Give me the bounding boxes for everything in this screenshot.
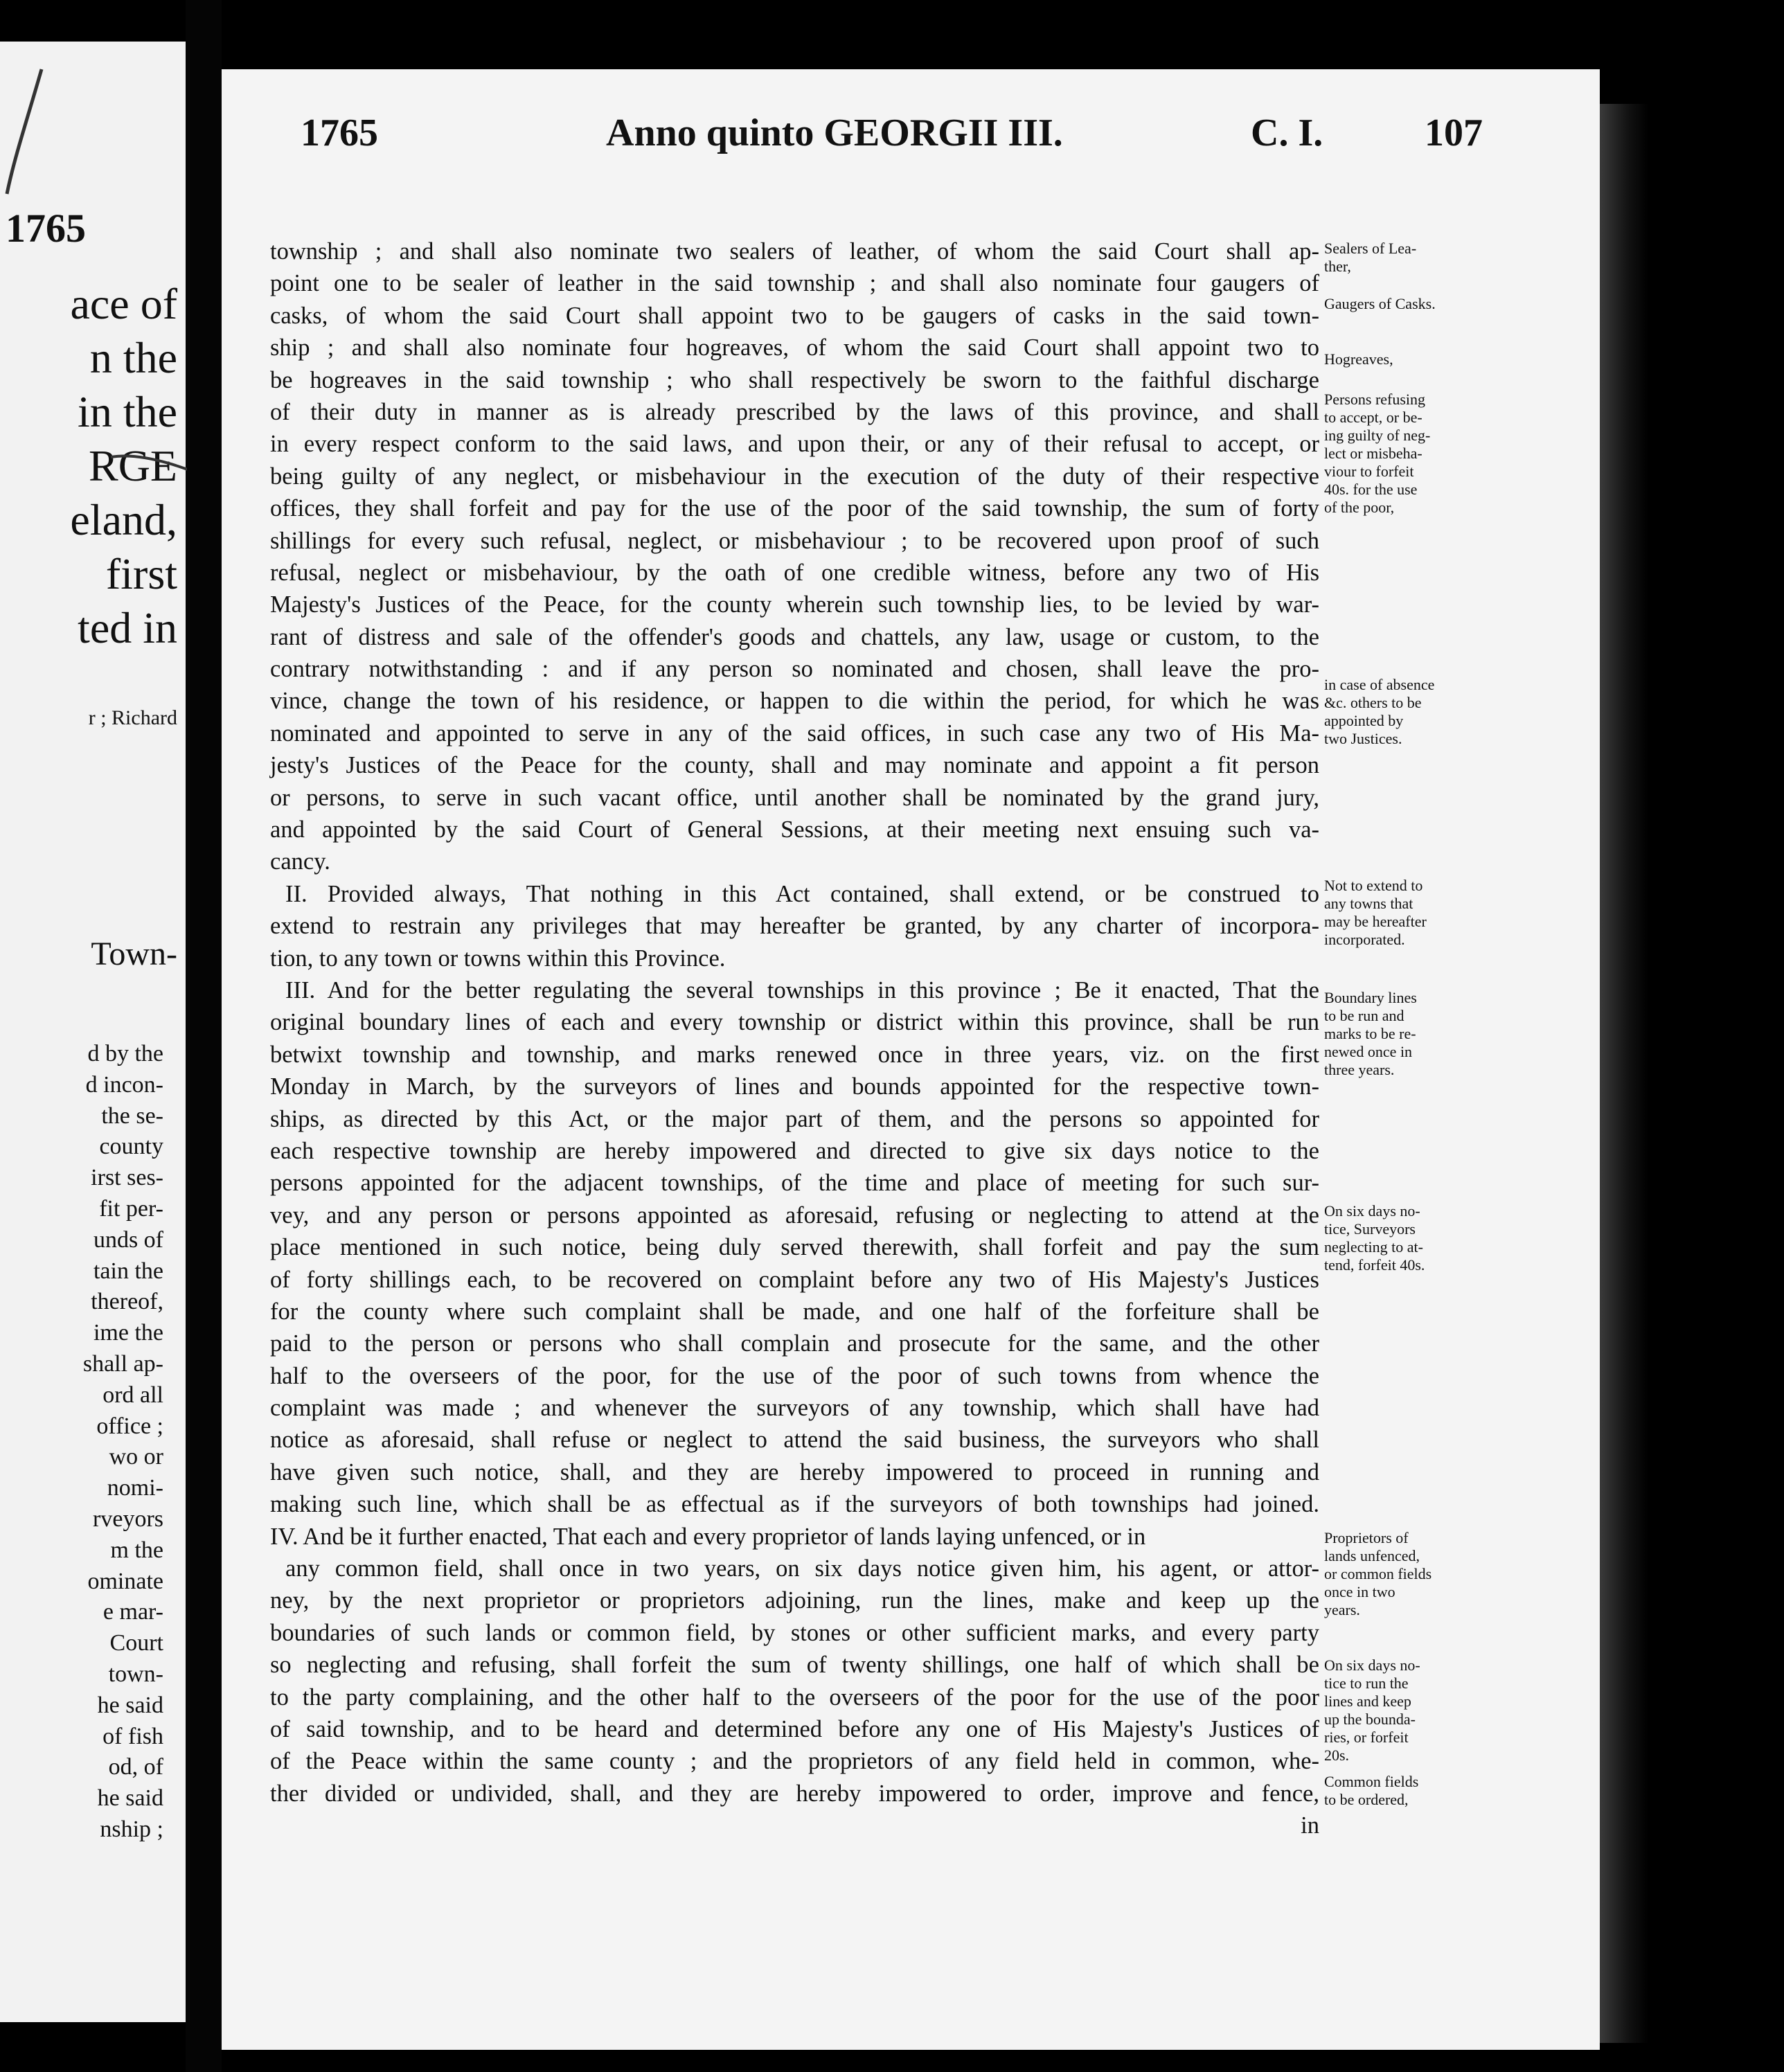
body-line: making such line, which shall be as effectual as if the surveyors of both townships had joined. <box>270 1491 1319 1518</box>
body-line: original boundary lines of each and every township or district within this province, shall be run <box>270 1009 1319 1036</box>
left-body-line: shall ap- <box>82 1350 163 1377</box>
body-line: III. And for the better regulating the several townships in this province ; Be it enacted, That the <box>285 976 1319 1003</box>
margin-note-line: incorporated. <box>1324 931 1405 948</box>
body-line: of said township, and to be heard and determined before any one of His Majesty's Justices of <box>270 1715 1319 1742</box>
body-line: extend to restrain any privileges that may hereafter be granted, by any charter of incorpora- <box>270 913 1319 940</box>
body-line: complaint was made ; and whenever the surveyors of any township, which shall have had <box>270 1395 1319 1422</box>
left-body-line: nship ; <box>100 1816 163 1842</box>
margin-note-line: years. <box>1324 1601 1360 1618</box>
margin-note-line: any towns that <box>1324 895 1413 912</box>
left-body-line: ominate <box>87 1568 163 1594</box>
body-line: be hogreaves in the said township ; who shall respectively be sworn to the faithful discharge <box>270 366 1319 393</box>
left-body-line: of fish <box>102 1723 163 1749</box>
margin-note-line: once in two <box>1324 1583 1395 1600</box>
body-line: boundaries of such lands or common field, by stones or other sufficient marks, and every party <box>270 1619 1319 1646</box>
margin-note-line: lands unfenced, <box>1324 1547 1420 1564</box>
left-body-line: office ; <box>96 1413 163 1439</box>
margin-note-line: 20s. <box>1324 1747 1350 1764</box>
margin-note-line: tice to run the <box>1324 1674 1409 1692</box>
body-line: vey, and any person or persons appointed as aforesaid, refusing or neglecting to attend at the <box>270 1202 1319 1229</box>
body-line: jesty's Justices of the Peace for the county, shall and may nominate and appoint a fit person <box>270 752 1319 779</box>
margin-note-refusing <box>1324 391 1483 517</box>
margin-note-absence <box>1324 676 1483 748</box>
left-body-line: tain the <box>93 1258 163 1284</box>
page-edge-shadow <box>1600 104 1648 2043</box>
margin-note-line: Proprietors of <box>1324 1529 1409 1546</box>
body-line: persons appointed for the adjacent townships, of the time and place of meeting for such sur- <box>270 1170 1319 1197</box>
body-line: half to the overseers of the poor, for the use of the poor of such towns from whence the <box>270 1362 1319 1389</box>
body-line: place mentioned in such notice, being duly served therewith, shall forfeit and pay the sum <box>270 1234 1319 1261</box>
body-line: nominated and appointed to serve in any of the said offices, in such case any two of His Ma- <box>270 720 1319 747</box>
margin-note-line: Hogreaves, <box>1324 350 1393 368</box>
body-text <box>270 235 1319 1842</box>
left-page-body-fragment <box>0 1039 163 1846</box>
body-line: ther divided or undivided, shall, and they are hereby impowered to order, improve and fence, <box>270 1780 1319 1807</box>
book-gutter <box>186 0 222 2072</box>
margin-note-line: marks to be re- <box>1324 1025 1416 1042</box>
body-line: so neglecting and refusing, shall forfeit the sum of twenty shillings, one half of which shall be <box>270 1652 1319 1679</box>
margin-note-line: ing guilty of neg- <box>1324 427 1431 444</box>
left-body-line: ime the <box>93 1320 163 1346</box>
body-line: ships, as directed by this Act, or the major part of them, and the persons so appointed for <box>270 1105 1319 1132</box>
margin-note-line: neglecting to at- <box>1324 1238 1423 1256</box>
margin-note-boundary <box>1324 989 1483 1079</box>
left-page-small-fragment: r ; Richard <box>88 706 177 729</box>
margin-note-line: On six days no- <box>1324 1656 1420 1674</box>
left-title-line: ace of <box>70 279 177 328</box>
body-line: township ; and shall also nominate two sealers of leather, of whom the said Court shall ap- <box>270 238 1319 265</box>
left-body-line: the se- <box>101 1102 163 1129</box>
margin-note-common-fields <box>1324 1773 1483 1809</box>
left-body-line: d by the <box>87 1041 163 1066</box>
margin-note-line: up the bounda- <box>1324 1711 1416 1728</box>
left-page-year: 1765 <box>6 206 86 251</box>
header-chapter: C. I. <box>1251 111 1323 154</box>
margin-note-line: to be ordered, <box>1324 1791 1409 1808</box>
body-line: of the Peace within the same county ; and the proprietors of any field held in common, whe- <box>270 1748 1319 1775</box>
body-line: tion, to any town or towns within this Province. <box>270 945 726 972</box>
margin-note-line: appointed by <box>1324 712 1404 729</box>
left-body-line: ord all <box>102 1382 163 1408</box>
left-title-line: in the <box>78 387 177 436</box>
header-page-number: 107 <box>1425 111 1483 154</box>
left-body-line: e mar- <box>102 1599 163 1625</box>
body-line: each respective township are hereby impowered and directed to give six days notice to the <box>270 1137 1319 1164</box>
margin-note-line: tend, forfeit 40s. <box>1324 1256 1425 1274</box>
margin-note-line: three years. <box>1324 1061 1395 1078</box>
margin-note-line: Boundary lines <box>1324 989 1417 1006</box>
margin-note-sealers <box>1324 240 1483 276</box>
margin-note-line: in case of absence <box>1324 676 1435 693</box>
margin-note-six-days-2 <box>1324 1656 1483 1765</box>
header-year: 1765 <box>301 111 378 154</box>
margin-note-line: Sealers of Lea- <box>1324 240 1417 257</box>
margin-note-line: two Justices. <box>1324 730 1402 747</box>
left-body-line: Court <box>109 1630 163 1656</box>
body-line: or persons, to serve in such vacant office, until another shall be nominated by the grand jury, <box>270 784 1319 811</box>
body-line: rant of distress and sale of the offender's goods and chattels, any law, usage or custom, to the <box>270 623 1319 650</box>
margin-note-not-extend <box>1324 877 1483 949</box>
left-body-line: irst ses- <box>91 1165 163 1191</box>
left-body-line: unds of <box>93 1226 163 1253</box>
left-body-line: he said <box>97 1692 163 1718</box>
body-line: for the county where such complaint shall be made, and one half of the forfeiture shall be <box>270 1298 1319 1325</box>
margin-note-line: of the poor, <box>1324 499 1395 516</box>
body-line: in every respect conform to the said laws, and upon their, or any of their refusal to accept, or <box>270 431 1319 458</box>
margin-note-line: viour to forfeit <box>1324 463 1414 480</box>
body-line: Monday in March, by the surveyors of lines and bounds appointed for the respective town- <box>270 1073 1319 1100</box>
left-body-line: wo or <box>109 1444 163 1470</box>
left-title-line: first <box>105 549 177 598</box>
body-line: refusal, neglect or misbehaviour, by the oath of one credible witness, before any two of His <box>270 559 1319 586</box>
body-line: ship ; and shall also nominate four hogreaves, of whom the said Court shall appoint two to <box>270 334 1319 361</box>
body-line: to the party complaining, and the other half to the overseers of the poor for the use of the poor <box>270 1684 1319 1711</box>
left-body-line: nomi- <box>107 1475 163 1501</box>
body-line: have given such notice, shall, and they are hereby impowered to proceed in running and <box>270 1458 1319 1485</box>
left-body-line: thereof, <box>91 1289 163 1315</box>
body-line: and appointed by the said Court of General Sessions, at their meeting next ensuing such va- <box>270 816 1319 843</box>
body-line: paid to the person or persons who shall complain and prosecute for the same, and the other <box>270 1330 1319 1357</box>
body-line: IV. And be it further enacted, That each and every proprietor of lands laying unfenced, or in <box>270 1523 1146 1550</box>
page-header <box>0 111 1784 166</box>
margin-note-line: lect or misbeha- <box>1324 445 1422 462</box>
margin-note-line: ther, <box>1324 258 1351 275</box>
body-line: of their duty in manner as is already prescribed by the laws of this province, and shall <box>270 398 1319 425</box>
body-line: in <box>1301 1812 1319 1839</box>
body-line: betwixt township and township, and marks renewed once in three years, viz. on the first <box>270 1041 1319 1068</box>
left-page-heading-fragment: Town- <box>91 936 177 972</box>
margin-note-line: to be run and <box>1324 1007 1404 1024</box>
left-body-line: fit per- <box>99 1195 163 1222</box>
margin-note-gaugers <box>1324 295 1483 313</box>
margin-note-line: ries, or forfeit <box>1324 1729 1409 1746</box>
margin-note-hogreaves <box>1324 350 1483 368</box>
margin-note-line: 40s. for the use <box>1324 481 1418 498</box>
left-body-line: m the <box>110 1537 163 1563</box>
left-title-line: n the <box>89 333 177 382</box>
body-line: ney, by the next proprietor or proprietors adjoining, run the lines, make and keep up the <box>270 1587 1319 1614</box>
margin-note-line: Persons refusing <box>1324 391 1426 408</box>
margin-note-line: or common fields <box>1324 1565 1432 1582</box>
margin-note-line: Not to extend to <box>1324 877 1423 894</box>
body-line: vince, change the town of his residence, or happen to die within the period, for which he was <box>270 688 1319 715</box>
body-line: contrary notwithstanding : and if any person so nominated and chosen, shall leave the pro- <box>270 656 1319 683</box>
left-body-line: he said <box>97 1785 163 1812</box>
margin-note-line: Gaugers of Casks. <box>1324 295 1436 312</box>
body-line: of forty shillings each, to be recovered on complaint before any two of His Majesty's Justices <box>270 1266 1319 1293</box>
margin-note-line: tice, Surveyors <box>1324 1220 1416 1238</box>
body-line: any common field, shall once in two years, on six days notice given him, his agent, or attor- <box>285 1555 1319 1582</box>
body-line: cancy. <box>270 848 330 875</box>
body-line: point one to be sealer of leather in the said township ; and shall also nominate four gaugers of <box>270 270 1319 297</box>
margin-note-line: On six days no- <box>1324 1202 1420 1220</box>
margin-note-line: lines and keep <box>1324 1693 1411 1710</box>
margin-note-line: to accept, or be- <box>1324 409 1422 426</box>
body-line: casks, of whom the said Court shall appoint two to be gaugers of casks in the said town- <box>270 302 1319 329</box>
body-line: being guilty of any neglect, or misbehaviour in the execution of the duty of their respective <box>270 463 1319 490</box>
body-line: offices, they shall forfeit and pay for the use of the poor of the said township, the sum of forty <box>270 495 1319 522</box>
left-title-line: eland, <box>70 495 177 544</box>
margin-note-line: Common fields <box>1324 1773 1419 1790</box>
margin-note-six-days <box>1324 1202 1483 1274</box>
margin-note-line: may be hereafter <box>1324 913 1427 930</box>
body-line: shillings for every such refusal, neglect, or misbehaviour ; to be recovered upon proof of such <box>270 527 1319 554</box>
left-body-line: od, of <box>108 1754 163 1780</box>
left-body-line: d incon- <box>85 1071 163 1098</box>
margin-note-proprietors <box>1324 1529 1483 1619</box>
body-line: Majesty's Justices of the Peace, for the county wherein such township lies, to be levied by war- <box>270 591 1319 618</box>
left-body-line: town- <box>108 1661 163 1687</box>
left-title-line: ted in <box>78 603 177 652</box>
left-body-line: county <box>99 1134 163 1160</box>
margin-note-line: &c. others to be <box>1324 694 1422 711</box>
left-body-line: rveyors <box>93 1506 163 1532</box>
body-line: notice as aforesaid, shall refuse or neglect to attend the said business, the surveyors who shall <box>270 1427 1319 1454</box>
header-title: Anno quinto GEORGII III. <box>606 111 1063 154</box>
left-title-line: RGE <box>89 441 177 490</box>
margin-note-line: newed once in <box>1324 1043 1413 1060</box>
body-line: II. Provided always, That nothing in this Act contained, shall extend, or be construed to <box>285 880 1319 907</box>
